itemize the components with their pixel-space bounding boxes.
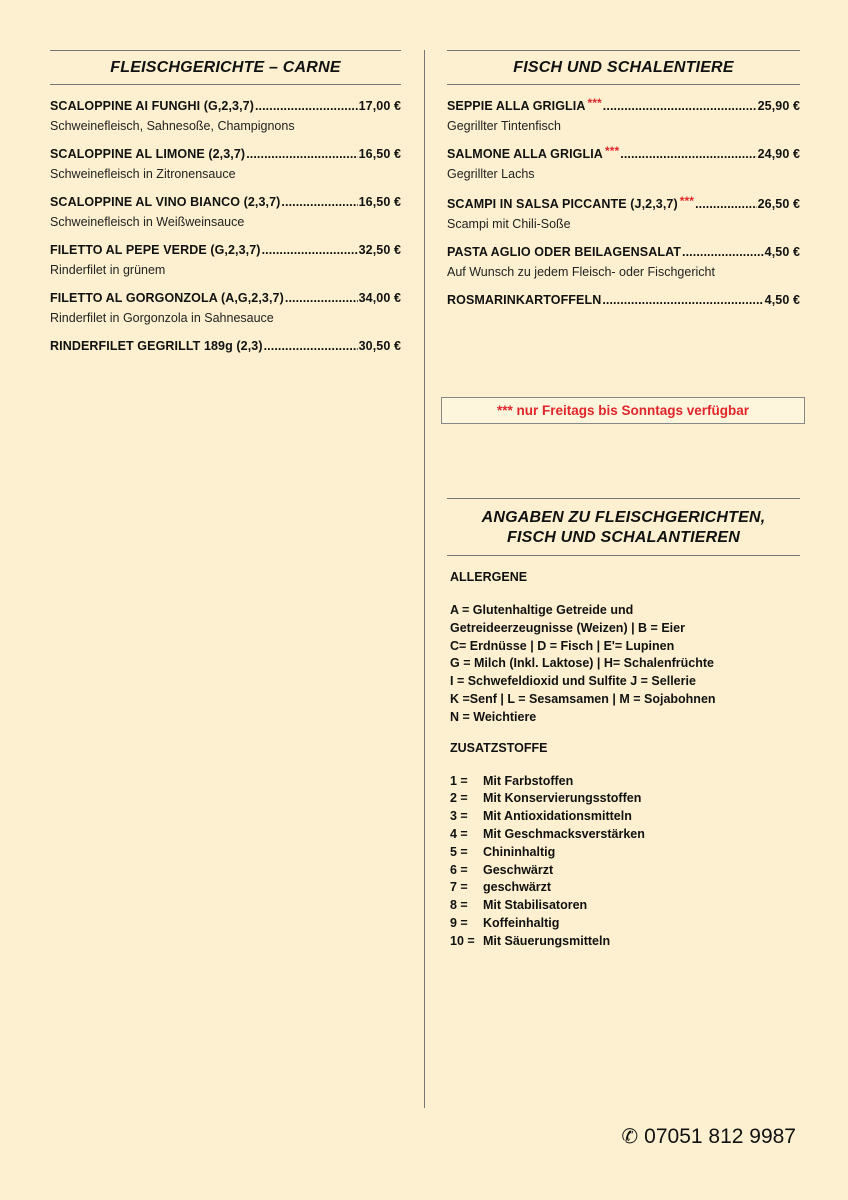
additive-row <box>450 862 797 880</box>
menu-item <box>447 96 800 133</box>
allergen-line: Getreideerzeugnisse (Weizen) | B = Eier <box>450 620 685 635</box>
item-description: Rinderfilet in grünem <box>50 263 166 277</box>
weekend-star-mark: *** <box>604 144 620 158</box>
item-price: 4,50 € <box>764 245 800 259</box>
additive-number: 5 = <box>450 844 468 859</box>
additive-text: Mit Antioxidationsmitteln <box>483 809 632 824</box>
leader-dots <box>255 99 358 113</box>
item-name: ROSMARINKARTOFFELN <box>447 293 602 307</box>
allergene-heading: ALLERGENE <box>450 570 528 584</box>
leader-dots <box>602 293 763 307</box>
additive-text: Mit Säuerungsmitteln <box>483 933 611 948</box>
additive-text: Mit Stabilisatoren <box>483 898 588 913</box>
allergen-line: A = Glutenhaltige Getreide und <box>450 603 634 617</box>
menu-item <box>50 243 401 277</box>
leader-dots <box>603 99 757 113</box>
additive-number: 2 = <box>450 791 468 806</box>
zusatzstoffe-heading: ZUSATZSTOFFE <box>450 740 548 755</box>
additive-list <box>450 773 797 951</box>
item-price: 24,90 € <box>757 147 800 161</box>
additive-number: 4 = <box>450 826 468 841</box>
additive-number: 8 = <box>450 898 468 913</box>
phone-number: 07051 812 9987 <box>644 1124 796 1148</box>
item-price: 4,50 € <box>764 293 800 307</box>
leader-dots <box>620 147 756 161</box>
additive-row <box>450 844 797 862</box>
leader-dots <box>285 291 358 305</box>
item-price: 32,50 € <box>358 243 401 257</box>
additive-row <box>450 933 797 951</box>
item-description: Schweinefleisch in Weißweinsauce <box>50 215 245 229</box>
additive-text: Mit Farbstoffen <box>483 773 574 788</box>
phone-icon: ✆ <box>621 1126 639 1148</box>
item-name: PASTA AGLIO ODER BEILAGENSALAT <box>447 245 682 259</box>
menu-item <box>447 194 800 231</box>
item-name: SCAMPI IN SALSA PICCANTE (J,2,3,7) <box>447 197 678 211</box>
allergen-line: C= Erdnüsse | D = Fisch | E'= Lupinen <box>450 638 675 653</box>
allergen-info-section <box>447 498 800 951</box>
item-name: RINDERFILET GEGRILLT 189g (2,3) <box>50 339 263 353</box>
item-name: FILETTO AL GORGONZOLA (A,G,2,3,7) <box>50 291 284 305</box>
allergen-info-title-line1: ANGABEN ZU FLEISCHGERICHTEN, <box>481 509 766 526</box>
item-name: FILETTO AL PEPE VERDE (G,2,3,7) <box>50 243 261 257</box>
additive-number: 1 = <box>450 773 468 788</box>
additive-row <box>450 915 797 933</box>
item-description: Auf Wunsch zu jedem Fleisch- oder Fischgericht <box>447 265 715 279</box>
item-price: 30,50 € <box>358 339 401 353</box>
leader-dots <box>281 195 357 209</box>
allergen-line: K =Senf | L = Sesamsamen | M = Sojabohnen <box>450 691 716 706</box>
leader-dots <box>246 147 357 161</box>
leader-dots <box>682 245 764 259</box>
fish-section-title: FISCH UND SCHALENTIERE <box>447 50 800 85</box>
item-price: 26,50 € <box>757 197 800 211</box>
additive-number: 10 = <box>450 933 475 948</box>
item-price: 16,50 € <box>358 147 401 161</box>
item-description: Gegrillter Tintenfisch <box>447 119 561 133</box>
additive-number: 6 = <box>450 862 468 877</box>
additive-row <box>450 773 797 791</box>
additive-row <box>450 808 797 826</box>
additive-row <box>450 897 797 915</box>
leader-dots <box>262 243 358 257</box>
additive-text: Chininhaltig <box>483 844 556 859</box>
weekend-star-mark: *** <box>587 96 602 110</box>
availability-notice: *** nur Freitags bis Sonntags verfügbar <box>441 397 805 424</box>
allergen-info-title-line2: FISCH UND SCHALANTIEREN <box>506 529 741 546</box>
menu-item <box>50 99 401 133</box>
item-description: Schweinefleisch, Sahnesoße, Champignons <box>50 119 295 133</box>
additive-number: 3 = <box>450 809 468 824</box>
item-name: SCALOPPINE AL LIMONE (2,3,7) <box>50 147 246 161</box>
meat-section <box>50 50 401 367</box>
additive-text: Mit Geschmacksverstärken <box>483 826 645 841</box>
meat-section-title: FLEISCHGERICHTE – CARNE <box>50 50 401 85</box>
additive-text: geschwärzt <box>483 880 552 895</box>
allergen-list <box>450 602 797 727</box>
allergen-line: I = Schwefeldioxid und Sulfite J = Sellerie <box>450 674 696 689</box>
item-description: Scampi mit Chili-Soße <box>447 217 571 231</box>
additive-row <box>450 790 797 808</box>
column-divider <box>424 50 425 1108</box>
additive-number: 9 = <box>450 915 468 930</box>
item-name: SALMONE ALLA GRIGLIA <box>447 147 603 161</box>
item-name: SCALOPPINE AL VINO BIANCO (2,3,7) <box>50 195 281 209</box>
menu-item <box>447 293 800 307</box>
item-name: SEPPIE ALLA GRIGLIA <box>447 99 586 113</box>
item-description: Rinderfilet in Gorgonzola in Sahnesauce <box>50 311 274 325</box>
weekend-star-mark: *** <box>679 194 695 208</box>
additive-number: 7 = <box>450 880 468 895</box>
menu-item <box>50 291 401 325</box>
additive-text: Geschwärzt <box>483 862 554 877</box>
menu-item <box>447 144 800 181</box>
additive-row <box>450 879 797 897</box>
phone-contact[interactable] <box>621 1124 796 1149</box>
fish-section <box>447 50 800 321</box>
menu-item <box>50 339 401 353</box>
allergen-line: N = Weichtiere <box>450 709 537 724</box>
item-price: 17,00 € <box>358 99 401 113</box>
item-description: Gegrillter Lachs <box>447 167 535 181</box>
item-price: 34,00 € <box>358 291 401 305</box>
menu-item <box>50 147 401 181</box>
item-price: 16,50 € <box>358 195 401 209</box>
menu-item <box>50 195 401 229</box>
item-name: SCALOPPINE AI FUNGHI (G,2,3,7) <box>50 99 254 113</box>
allergen-line: G = Milch (Inkl. Laktose) | H= Schalenfrüchte <box>450 656 714 671</box>
menu-item <box>447 245 800 279</box>
item-description: Schweinefleisch in Zitronensauce <box>50 167 236 181</box>
allergen-info-title <box>447 498 800 556</box>
item-price: 25,90 € <box>757 99 800 113</box>
leader-dots <box>695 197 757 211</box>
additive-text: Koffeinhaltig <box>483 915 560 930</box>
leader-dots <box>264 339 358 353</box>
additive-text: Mit Konservierungsstoffen <box>483 791 642 806</box>
additive-row <box>450 826 797 844</box>
